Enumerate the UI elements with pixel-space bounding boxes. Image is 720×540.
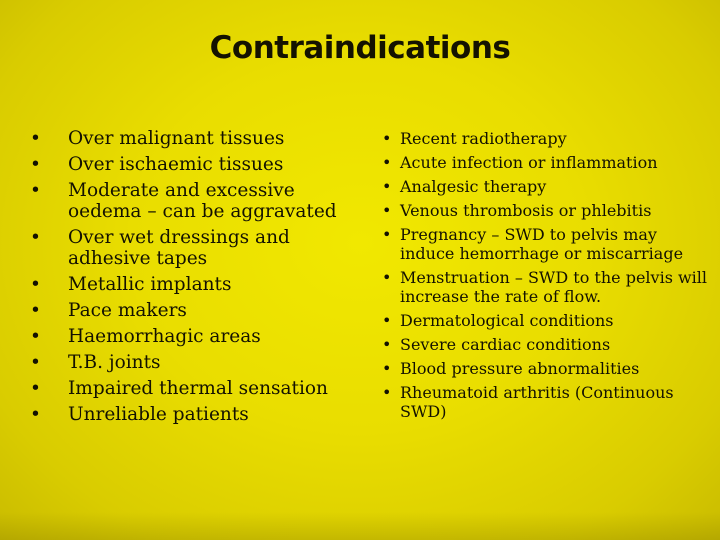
list-item <box>30 352 350 373</box>
list-item-text: Over ischaemic tissues <box>68 154 284 175</box>
list-item <box>30 378 350 399</box>
slide-footer-shade <box>0 512 720 540</box>
list-item <box>30 227 350 269</box>
list-item-text: Pregnancy – SWD to pelvis may induce hemorrhage or miscarriage <box>400 225 684 263</box>
list-item-text: Over wet dressings and adhesive tapes <box>68 227 290 269</box>
bullet-icon: • <box>382 201 392 220</box>
list-item <box>382 177 712 196</box>
bullet-icon: • <box>382 383 392 402</box>
bullet-icon: • <box>30 154 41 175</box>
list-item <box>382 383 712 421</box>
bullet-icon: • <box>382 225 392 244</box>
list-item <box>30 326 350 347</box>
list-item <box>30 154 350 175</box>
list-item <box>382 311 712 330</box>
list-item-text: Pace makers <box>68 300 187 321</box>
list-item-text: Haemorrhagic areas <box>68 326 261 347</box>
list-item-text: Impaired thermal sensation <box>68 378 328 399</box>
bullet-icon: • <box>382 335 392 354</box>
bullet-icon: • <box>30 180 41 201</box>
list-item <box>382 129 712 148</box>
left-bullet-list <box>30 128 350 430</box>
list-item <box>382 268 712 306</box>
list-item <box>30 180 350 222</box>
bullet-icon: • <box>30 378 41 399</box>
bullet-icon: • <box>382 153 392 172</box>
bullet-icon: • <box>30 352 41 373</box>
bullet-icon: • <box>382 311 392 330</box>
list-item-text: Unreliable patients <box>68 404 249 425</box>
bullet-icon: • <box>30 274 41 295</box>
list-item <box>382 201 712 220</box>
bullet-icon: • <box>30 227 41 248</box>
list-item-text: Over malignant tissues <box>68 128 285 149</box>
list-item-text: Metallic implants <box>68 274 232 295</box>
slide-title: Contraindications <box>209 30 511 66</box>
right-bullet-list <box>382 129 712 426</box>
bullet-icon: • <box>30 326 41 347</box>
list-item <box>30 404 350 425</box>
list-item-text: Moderate and excessive oedema – can be aggravated <box>68 180 337 222</box>
list-item-text: Recent radiotherapy <box>400 129 567 148</box>
list-item-text: Menstruation – SWD to the pelvis will increase the rate of flow. <box>400 268 708 306</box>
list-item <box>382 225 712 263</box>
bullet-icon: • <box>382 177 392 196</box>
list-item-text: Rheumatoid arthritis (Continuous SWD) <box>400 383 674 421</box>
list-item <box>382 359 712 378</box>
bullet-icon: • <box>30 300 41 321</box>
list-item <box>30 128 350 149</box>
list-item <box>30 274 350 295</box>
list-item <box>382 153 712 172</box>
list-item <box>30 300 350 321</box>
list-item-text: Analgesic therapy <box>400 177 547 196</box>
bullet-icon: • <box>30 404 41 425</box>
bullet-icon: • <box>30 128 41 149</box>
bullet-icon: • <box>382 359 392 378</box>
list-item-text: T.B. joints <box>68 352 161 373</box>
list-item-text: Blood pressure abnormalities <box>400 359 640 378</box>
bullet-icon: • <box>382 129 392 148</box>
list-item-text: Severe cardiac conditions <box>400 335 611 354</box>
list-item-text: Acute infection or inflammation <box>400 153 658 172</box>
list-item-text: Venous thrombosis or phlebitis <box>400 201 652 220</box>
bullet-icon: • <box>382 268 392 287</box>
list-item-text: Dermatological conditions <box>400 311 614 330</box>
list-item <box>382 335 712 354</box>
